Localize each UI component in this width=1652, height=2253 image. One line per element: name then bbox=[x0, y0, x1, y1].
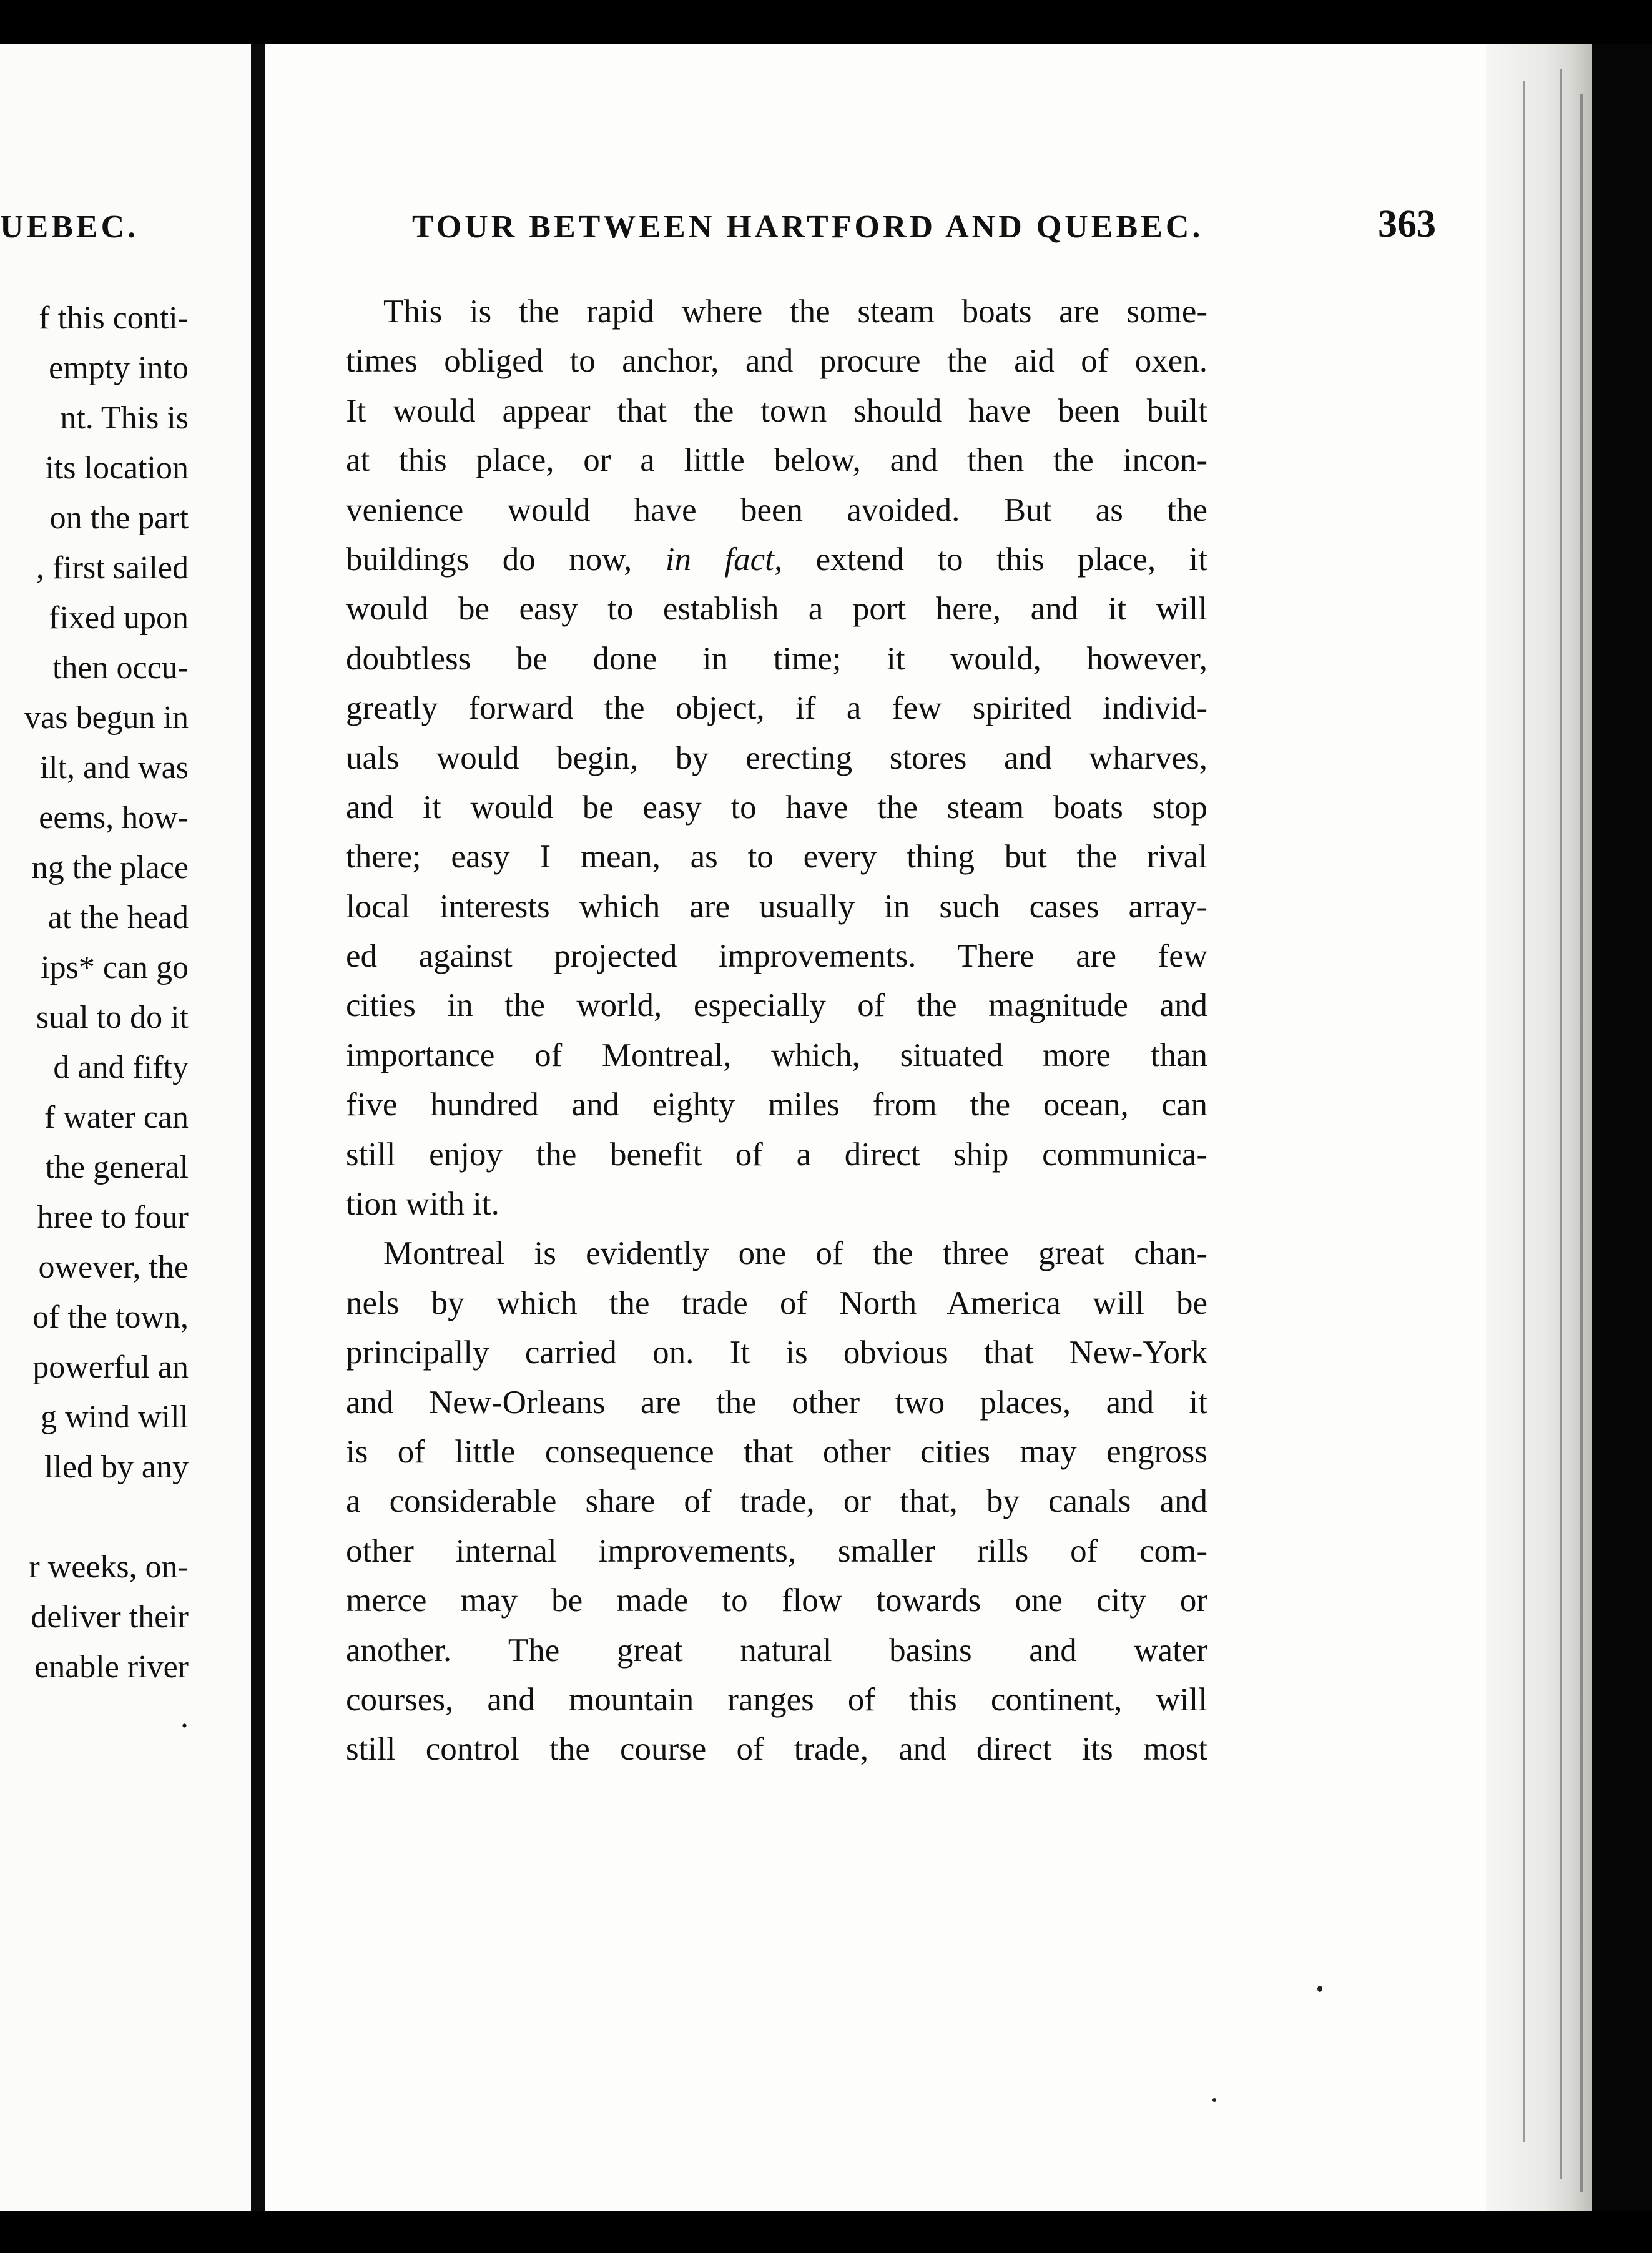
text-line: uals would begin, by erecting stores and wharves, bbox=[346, 739, 1207, 776]
left-line: at the head bbox=[47, 900, 189, 935]
left-line: nt. This is bbox=[60, 400, 189, 436]
text-line: and it would be easy to have the steam boats stop bbox=[346, 789, 1207, 826]
italic-phrase: in fact, bbox=[665, 541, 783, 578]
left-line: g wind will bbox=[41, 1399, 189, 1435]
left-line: vas begun in bbox=[24, 700, 189, 736]
text-line: principally carried on. It is obvious that New-York bbox=[346, 1334, 1207, 1371]
page-edge bbox=[1486, 44, 1592, 2211]
ink-speck bbox=[1212, 2098, 1216, 2102]
text-line: Montreal is evidently one of the three great chan- bbox=[383, 1235, 1207, 1272]
left-page bbox=[0, 44, 251, 2211]
left-line: fixed upon bbox=[49, 600, 189, 636]
left-line: the general bbox=[45, 1150, 189, 1185]
left-line bbox=[24, 1492, 189, 1542]
running-head bbox=[412, 203, 1436, 259]
left-line: then occu- bbox=[52, 650, 189, 686]
page-edge-line bbox=[1580, 94, 1583, 2192]
scan-border bbox=[1592, 44, 1652, 2211]
text-line: would be easy to establish a port here, and it will bbox=[346, 591, 1207, 628]
left-line: sual to do it bbox=[36, 1000, 189, 1035]
text-line: nels by which the trade of North America will be bbox=[346, 1284, 1207, 1321]
text-line: is of little consequence that other cities may engross bbox=[346, 1433, 1207, 1470]
left-line: lled by any bbox=[44, 1449, 189, 1485]
text-line: there; easy I mean, as to every thing but the rival bbox=[346, 839, 1207, 875]
text-span: buildings do now, bbox=[346, 541, 632, 578]
text-line: It would appear that the town should have been built bbox=[346, 392, 1207, 429]
left-line: , first sailed bbox=[36, 550, 189, 586]
left-line: on the part bbox=[49, 500, 189, 536]
ink-speck bbox=[1317, 1986, 1322, 1992]
text-line: This is the rapid where the steam boats are some- bbox=[383, 293, 1207, 330]
left-line: ips* can go bbox=[41, 950, 189, 985]
left-line: deliver their bbox=[31, 1599, 189, 1635]
left-line: d and fifty bbox=[53, 1050, 189, 1085]
text-line bbox=[346, 535, 1207, 584]
page-edge-line bbox=[1523, 81, 1525, 2142]
right-page bbox=[265, 44, 1551, 2211]
text-line: venience would have been avoided. But as the bbox=[346, 491, 1207, 528]
left-line: ng the place bbox=[31, 850, 189, 885]
left-line: enable river bbox=[34, 1649, 189, 1685]
left-line: of the town, bbox=[32, 1299, 189, 1335]
left-line: . bbox=[180, 1699, 189, 1735]
text-line: doubtless be done in time; it would, however, bbox=[346, 640, 1207, 677]
text-line: ed against projected improvements. There are few bbox=[346, 938, 1207, 975]
running-head-title: TOUR BETWEEN HARTFORD AND QUEBEC. bbox=[412, 209, 1204, 245]
body-text bbox=[346, 287, 1207, 1775]
text-line: courses, and mountain ranges of this continent, will bbox=[346, 1681, 1207, 1718]
text-line: a considerable share of trade, or that, by canals and bbox=[346, 1483, 1207, 1520]
text-line: other internal improvements, smaller rills of com- bbox=[346, 1532, 1207, 1569]
text-line: five hundred and eighty miles from the ocean, can bbox=[346, 1087, 1207, 1123]
text-span: extend to this place, it bbox=[815, 541, 1207, 578]
left-line: owever, the bbox=[38, 1250, 189, 1285]
text-line: importance of Montreal, which, situated more than bbox=[346, 1037, 1207, 1073]
text-line: local interests which are usually in such cases array- bbox=[346, 888, 1207, 925]
text-line: times obliged to anchor, and procure the aid of oxen. bbox=[346, 343, 1207, 380]
text-line: still enjoy the benefit of a direct ship communica- bbox=[346, 1136, 1207, 1173]
text-line: greatly forward the object, if a few spirited individ- bbox=[346, 690, 1207, 727]
left-running-head: UEBEC. bbox=[0, 209, 139, 245]
left-line: r weeks, on- bbox=[29, 1549, 189, 1585]
left-line: empty into bbox=[49, 350, 189, 386]
text-line: and New-Orleans are the other two places, and it bbox=[346, 1384, 1207, 1421]
page-number: 363 bbox=[1378, 203, 1436, 245]
text-line: cities in the world, especially of the magnitude and bbox=[346, 987, 1207, 1024]
book-gutter bbox=[251, 44, 265, 2211]
left-line: eems, how- bbox=[39, 800, 189, 836]
left-line: hree to four bbox=[37, 1200, 189, 1235]
text-line: still control the course of trade, and direct its most bbox=[346, 1731, 1207, 1768]
left-page-text bbox=[24, 293, 189, 1742]
left-line: ilt, and was bbox=[39, 750, 189, 786]
text-line: at this place, or a little below, and then the incon- bbox=[346, 442, 1207, 479]
text-line: another. The great natural basins and water bbox=[346, 1632, 1207, 1669]
page-edge-line bbox=[1560, 69, 1562, 2179]
left-line: its location bbox=[45, 450, 189, 486]
text-line: tion with it. bbox=[346, 1186, 499, 1223]
left-line: powerful an bbox=[32, 1349, 189, 1385]
left-line: f this conti- bbox=[39, 300, 189, 336]
left-line: f water can bbox=[44, 1100, 189, 1135]
text-line: merce may be made to flow towards one city or bbox=[346, 1582, 1207, 1619]
